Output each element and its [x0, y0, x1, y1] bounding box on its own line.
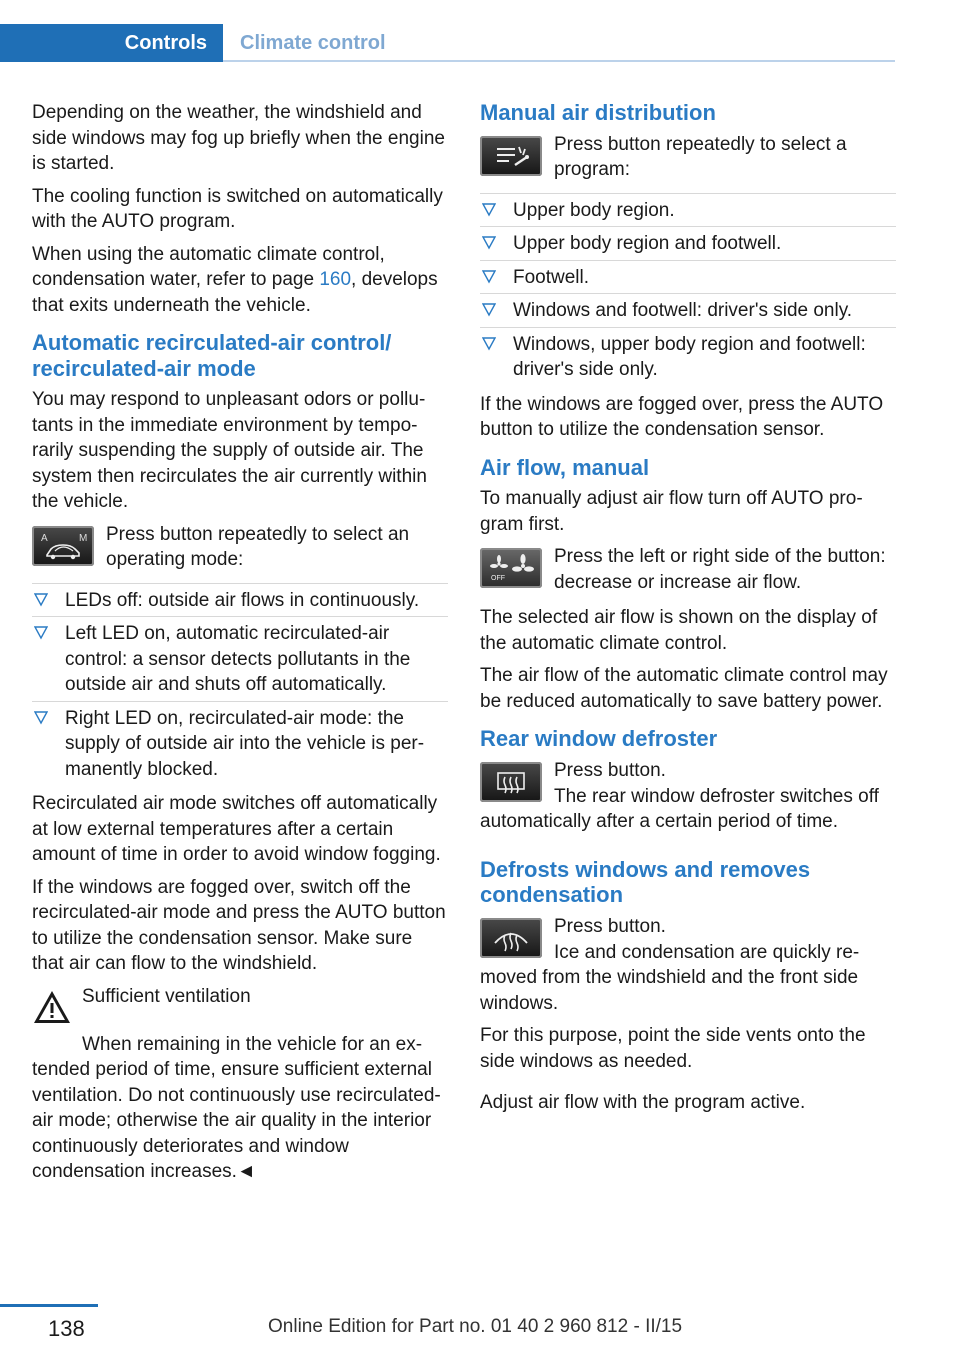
- list-item: [32, 617, 448, 702]
- defrost-text: [480, 940, 896, 1017]
- air-distribution-programs-list: [480, 193, 896, 386]
- heading-defrost-windows: Defrosts windows and removes condensation: [480, 856, 811, 907]
- list-item: [32, 584, 448, 618]
- list-item: [32, 702, 448, 786]
- paragraph-adjust-flow: Adjust air flow with the program active.: [480, 1092, 806, 1113]
- paragraph-air-flow-intro: To manually adjust air flow turn off AUTO program first.: [480, 488, 863, 535]
- right-column: [480, 100, 896, 1123]
- paragraph-recirculation-intro: You may respond to unpleasant odors or pollutants in the immediate environment by temporarily suspending the supply of outside air. The system then recirculates the air currently within the vehicle.: [32, 389, 427, 512]
- page-header: [0, 24, 895, 62]
- triangle-bullet-icon: [34, 710, 48, 726]
- text: The rear window defroster switches off automatically after a certain period of time.: [480, 785, 879, 832]
- fan-off-label: OFF: [491, 575, 505, 582]
- text: Ice and condensation are quickly removed from the windshield and the front side windows.: [480, 941, 860, 1014]
- air-distribution-instruction-text: Press button repeatedly to select a program:: [554, 133, 847, 180]
- page-link[interactable]: 160: [319, 269, 352, 290]
- text: When remaining in the vehicle for an extended period of time, ensure sufficient external ventilation. Do not continuously use recirculated-air mode; otherwise the air quality in the interior continuously deteriorates and window condensation increases.◄: [32, 1033, 441, 1182]
- list-item: [480, 194, 896, 228]
- footer-rule: [0, 1304, 98, 1307]
- paragraph-condensation: [32, 242, 448, 319]
- list-item: [480, 227, 896, 261]
- rear-defroster-text: [480, 784, 896, 835]
- recirculation-instruction-text: Press button repeatedly to select an operating mode:: [106, 523, 410, 570]
- air-distribution-button-icon: [480, 136, 542, 176]
- windshield-defrost-button-icon: [480, 918, 542, 958]
- rear-defroster-button-icon: [480, 762, 542, 802]
- triangle-bullet-icon: [34, 592, 48, 608]
- header-rule: [223, 60, 895, 62]
- defrost-press: Press button.: [554, 915, 666, 937]
- warning-triangle-icon: [32, 988, 72, 1026]
- warning-block: [32, 984, 448, 1026]
- heading-rear-window-defroster: Rear window defroster: [480, 726, 718, 751]
- triangle-bullet-icon: [482, 235, 496, 251]
- list-item: [480, 261, 896, 295]
- paragraph-air-flow-display: The selected air flow is shown on the display of the automatic climate control.: [480, 607, 878, 654]
- list-item: [480, 328, 896, 386]
- triangle-bullet-icon: [482, 269, 496, 285]
- triangle-bullet-icon: [482, 202, 496, 218]
- manual-letter: M: [79, 532, 88, 544]
- recirculation-modes-list: [32, 583, 448, 786]
- triangle-bullet-icon: [34, 625, 48, 641]
- text: , develops that exits underneath the vehicle.: [32, 269, 438, 316]
- left-column: [32, 100, 448, 1192]
- air-distribution-instruction: [480, 132, 896, 183]
- air-flow-instruction: [480, 544, 896, 595]
- page-number: 138: [48, 1316, 85, 1341]
- auto-letter: A: [41, 532, 48, 544]
- recirculation-instruction: [32, 522, 448, 573]
- list-item-text: Right LED on, recirculated-air mode: the supply of outside air into the vehicle is permanently blocked.: [65, 707, 425, 780]
- list-item-text: Upper body region and footwell.: [513, 233, 782, 254]
- rear-defroster-press: Press button.: [554, 759, 666, 781]
- list-item: [480, 294, 896, 328]
- list-item-text: LEDs off: outside air flows in continuously.: [65, 589, 420, 611]
- list-item-text: Windows, upper body region and footwell: driver's side only.: [513, 333, 866, 380]
- paragraph-auto-switch-off: Recirculated air mode switches off automatically at low external temperatures after a certain amount of time in order to avoid window fogging.: [32, 793, 441, 865]
- heading-recirculated-air: Automatic recirculated-air control/ recirculated-air mode: [32, 330, 392, 381]
- paragraph-fogged-auto: If the windows are fogged over, press the AUTO button to utilize the condensation sensor.: [480, 393, 884, 440]
- list-item-text: Upper body region.: [513, 199, 675, 221]
- triangle-bullet-icon: [482, 336, 496, 352]
- chapter-tab[interactable]: Controls: [0, 24, 223, 62]
- fan-button-icon: [480, 548, 542, 588]
- heading-manual-air-distribution: Manual air distribution: [480, 100, 716, 125]
- paragraph-cooling: The cooling function is switched on automatically with the AUTO program.: [32, 185, 443, 232]
- paragraph-battery: The air flow of the automatic climate control may be reduced automatically to save battery power.: [480, 665, 888, 712]
- warning-text: [32, 1032, 448, 1185]
- triangle-bullet-icon: [482, 302, 496, 318]
- recirculation-button-icon: [32, 526, 94, 566]
- list-item-text: Windows and footwell: driver's side only.: [513, 300, 853, 321]
- section-title[interactable]: Climate control: [240, 31, 386, 54]
- heading-air-flow-manual: Air flow, manual: [480, 454, 650, 480]
- air-flow-instruction-text: Press the left or right side of the button: decrease or increase air flow.: [554, 546, 886, 593]
- text: When using the automatic climate control, condensation water, refer to page: [32, 243, 385, 290]
- edition-note: Online Edition for Part no. 01 40 2 960 812 - II/15: [268, 1316, 683, 1337]
- list-item-text: Left LED on, automatic recirculated-air control: a sensor detects pollutants in the outside air and shuts off automatically.: [65, 623, 411, 695]
- list-item-text: Footwell.: [513, 266, 590, 288]
- warning-title: Sufficient ventilation: [82, 985, 251, 1007]
- paragraph-side-vents: For this purpose, point the side vents onto the side windows as needed.: [480, 1025, 866, 1072]
- paragraph-fogging: Depending on the weather, the windshield and side windows may fog up briefly when the engine is started.: [32, 102, 445, 174]
- paragraph-fogged-windows: If the windows are fogged over, switch off the recirculated-air mode and press the AUTO button to utilize the condensation sensor. Make sure that air can flow to the windshield.: [32, 876, 446, 974]
